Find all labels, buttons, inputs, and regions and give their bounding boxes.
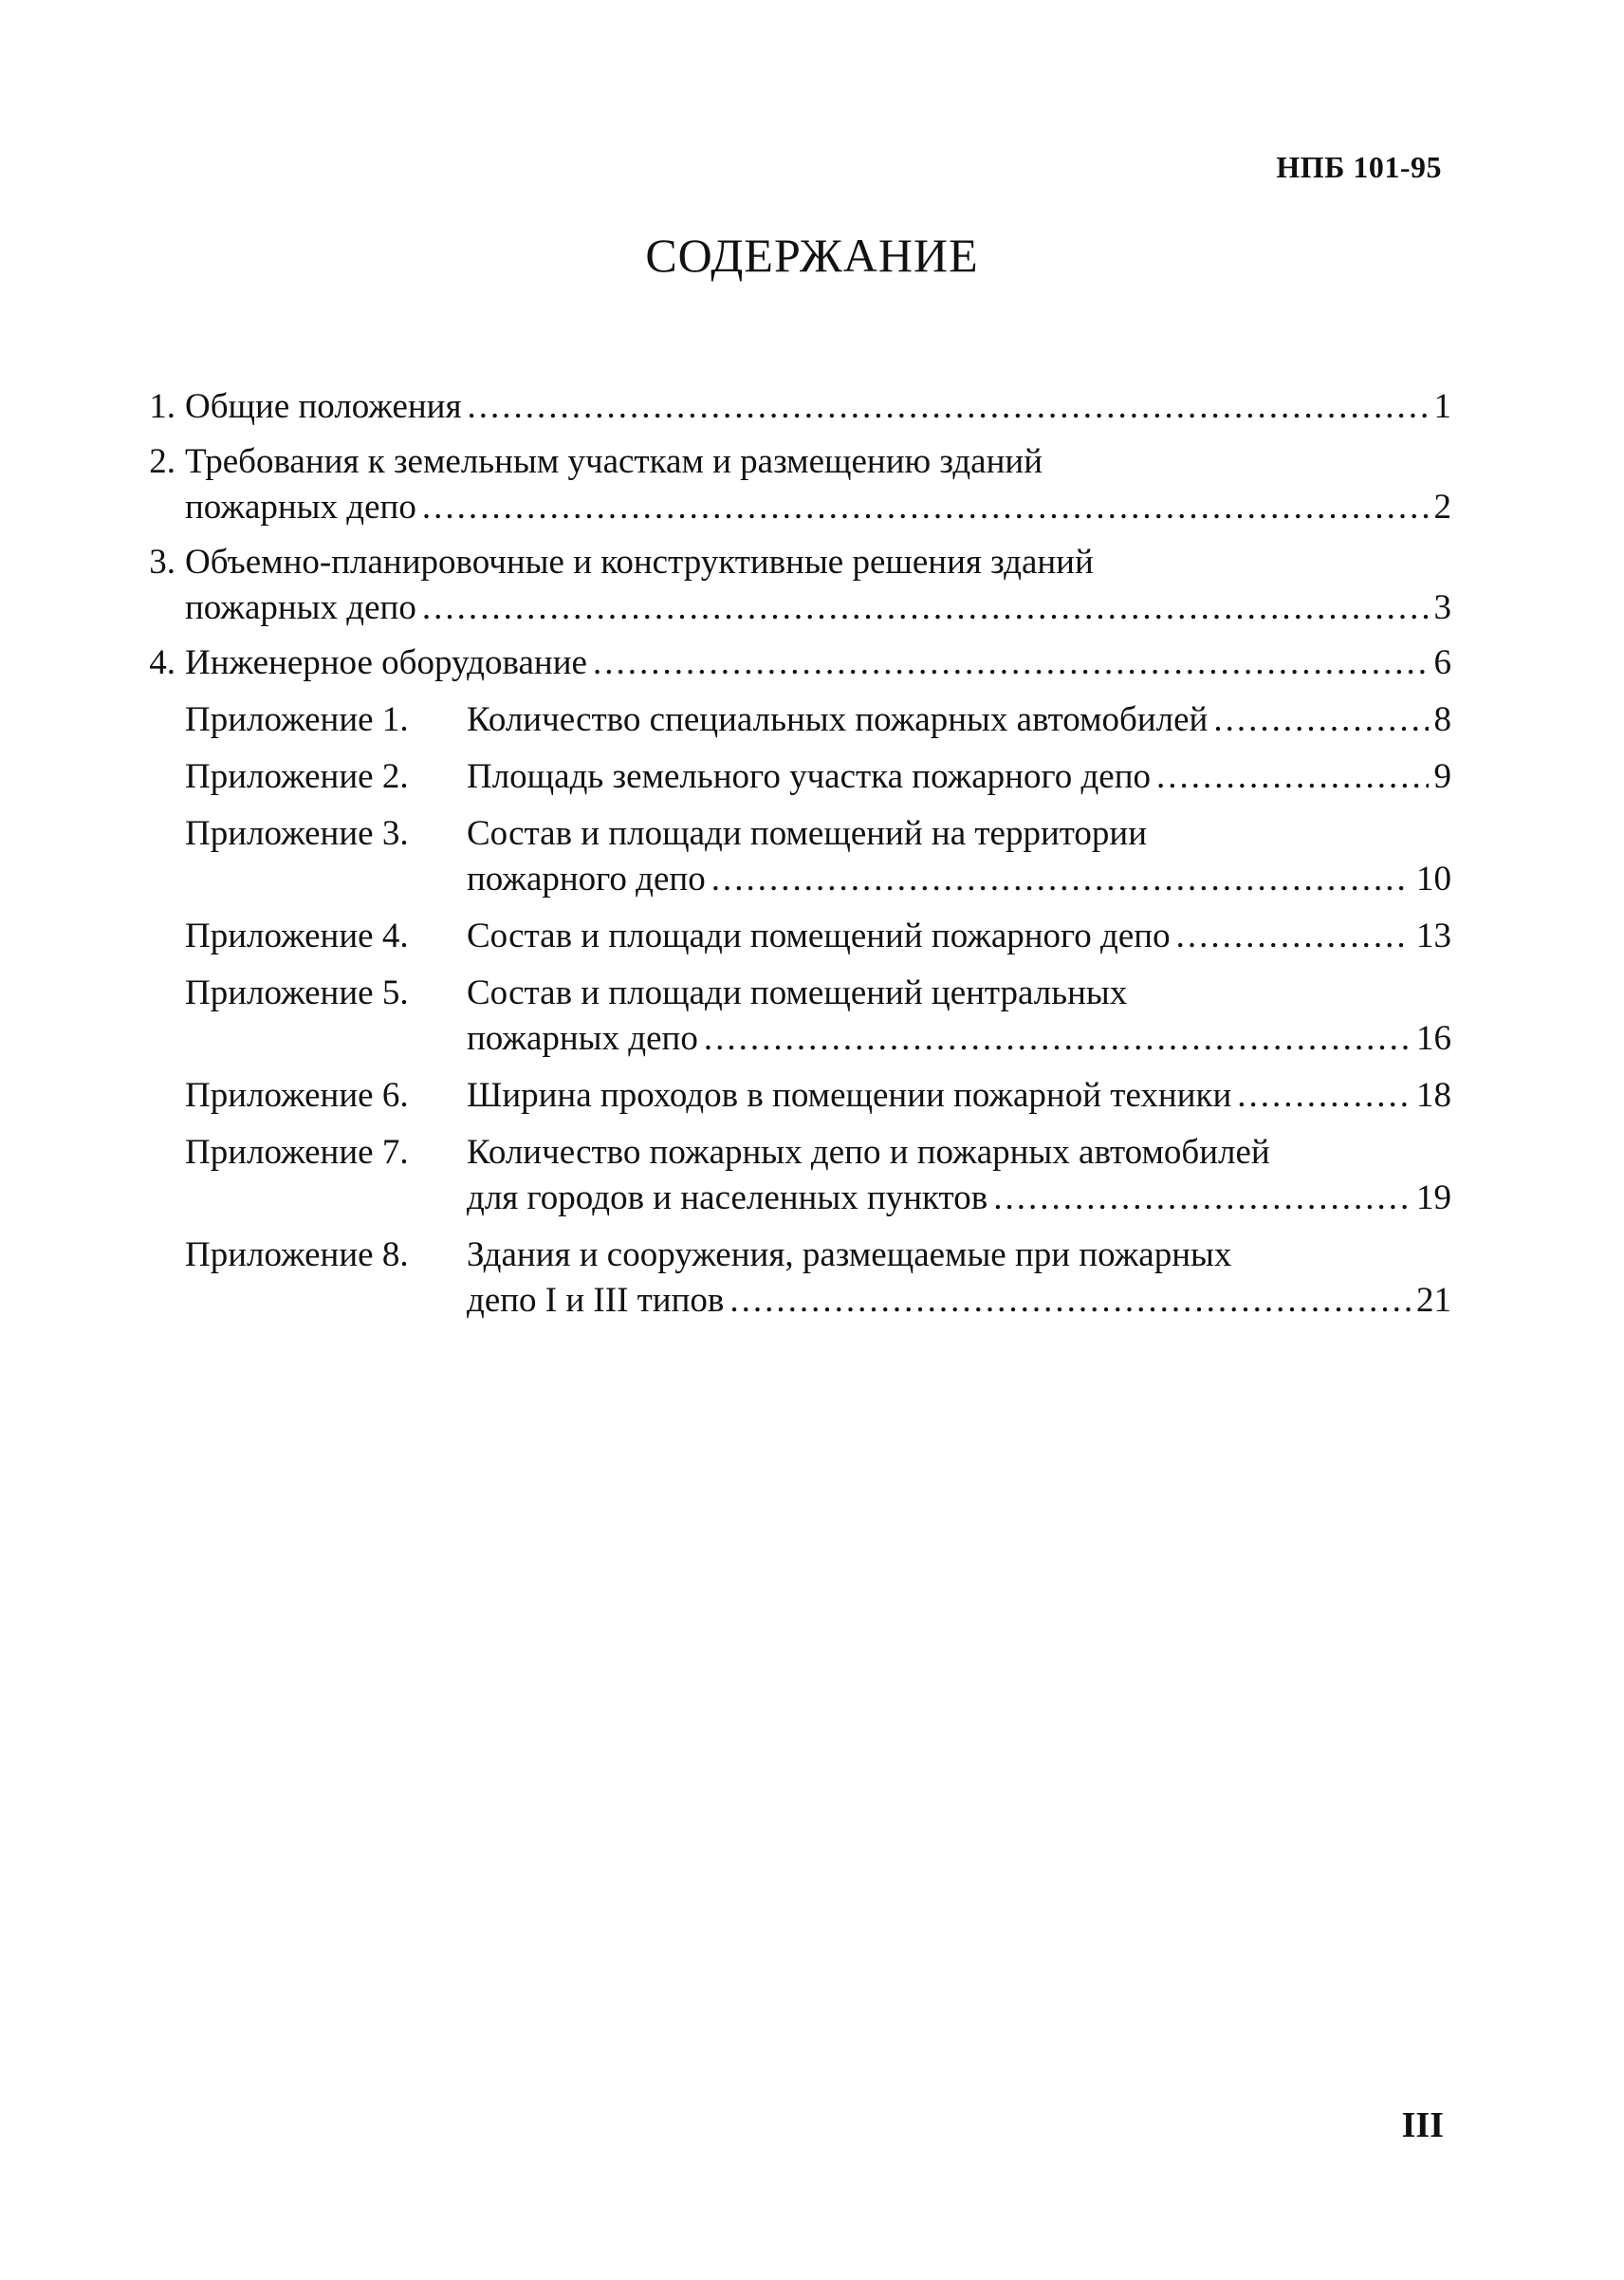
leader-dots xyxy=(593,640,1429,686)
page-reference: 2 xyxy=(1433,488,1451,527)
leader-dots xyxy=(1237,1073,1411,1119)
section-title: Общие положения xyxy=(185,387,462,426)
leader-dots xyxy=(1176,914,1411,959)
table-of-contents xyxy=(128,384,1451,1324)
page-reference: 1 xyxy=(1433,387,1451,426)
appendix-label: Приложение 7. xyxy=(185,1133,409,1172)
toc-entry-section-4[interactable] xyxy=(128,640,1451,686)
section-number: 3. xyxy=(149,543,175,582)
section-title-line-2: пожарных депо xyxy=(185,488,416,527)
toc-entry-section-3[interactable] xyxy=(128,540,1451,631)
toc-entry-appendix-4[interactable] xyxy=(128,914,1451,959)
appendix-label: Приложение 1. xyxy=(185,700,409,739)
appendix-label: Приложение 8. xyxy=(185,1235,409,1274)
leader-dots xyxy=(422,485,1429,530)
appendix-title-line-2: пожарных депо xyxy=(467,1019,698,1058)
section-number: 2. xyxy=(149,442,175,481)
toc-entry-appendix-1[interactable] xyxy=(128,697,1451,743)
appendix-title-line-1: Состав и площади помещений на территории xyxy=(467,814,1148,853)
leader-dots xyxy=(729,1278,1411,1324)
toc-entry-appendix-3[interactable] xyxy=(128,811,1451,902)
toc-entry-appendix-8[interactable] xyxy=(128,1233,1451,1324)
toc-entry-appendix-2[interactable] xyxy=(128,754,1451,800)
leader-dots xyxy=(1156,754,1429,800)
page-reference: 10 xyxy=(1416,860,1451,899)
leader-dots xyxy=(1213,697,1428,743)
document-code: НПБ 101-95 xyxy=(1276,150,1442,184)
page-reference: 6 xyxy=(1433,643,1451,682)
appendix-label: Приложение 2. xyxy=(185,757,409,796)
appendix-title-line-1: Здания и сооружения, размещаемые при пожарных xyxy=(467,1235,1232,1274)
appendix-label: Приложение 4. xyxy=(185,917,409,955)
leader-dots xyxy=(467,384,1428,430)
leader-dots xyxy=(422,585,1429,631)
section-title-line-2: пожарных депо xyxy=(185,588,416,627)
appendix-label: Приложение 5. xyxy=(185,973,409,1012)
appendix-title: Количество специальных пожарных автомобилей xyxy=(467,700,1209,739)
page-reference: 16 xyxy=(1416,1019,1451,1058)
section-number: 1. xyxy=(149,387,175,426)
page-reference: 9 xyxy=(1433,757,1451,796)
toc-entry-appendix-6[interactable] xyxy=(128,1073,1451,1119)
leader-dots xyxy=(711,857,1411,902)
appendix-title-line-2: депо I и III типов xyxy=(467,1281,725,1320)
section-number: 4. xyxy=(149,643,175,682)
section-title: Инженерное оборудование xyxy=(185,643,587,682)
appendix-label: Приложение 6. xyxy=(185,1076,409,1115)
appendix-label: Приложение 3. xyxy=(185,814,409,853)
page-number: III xyxy=(1401,2105,1444,2145)
page-reference: 8 xyxy=(1433,700,1451,739)
page-reference: 21 xyxy=(1416,1281,1451,1320)
appendix-title-line-2: пожарного депо xyxy=(467,860,706,899)
leader-dots xyxy=(993,1176,1411,1221)
page-reference: 18 xyxy=(1416,1076,1451,1115)
page-reference: 13 xyxy=(1416,917,1451,955)
appendix-title-line-1: Состав и площади помещений центральных xyxy=(467,973,1128,1012)
toc-entry-appendix-7[interactable] xyxy=(128,1130,1451,1221)
page-reference: 19 xyxy=(1416,1178,1451,1217)
toc-entry-section-2[interactable] xyxy=(128,439,1451,530)
leader-dots xyxy=(704,1016,1411,1062)
appendix-title-line-2: для городов и населенных пунктов xyxy=(467,1178,988,1217)
toc-title: СОДЕРЖАНИЕ xyxy=(645,229,979,282)
appendix-title: Ширина проходов в помещении пожарной техники xyxy=(467,1076,1232,1115)
toc-entry-appendix-5[interactable] xyxy=(128,971,1451,1062)
section-title-line-1: Объемно-планировочные и конструктивные решения зданий xyxy=(185,543,1094,582)
appendix-title-line-1: Количество пожарных депо и пожарных автомобилей xyxy=(467,1133,1270,1172)
page-reference: 3 xyxy=(1433,588,1451,627)
appendix-title: Состав и площади помещений пожарного депо xyxy=(467,917,1171,955)
toc-entry-section-1[interactable] xyxy=(128,384,1451,430)
appendix-title: Площадь земельного участка пожарного депо xyxy=(467,757,1151,796)
section-title-line-1: Требования к земельным участкам и размещению зданий xyxy=(185,442,1043,481)
